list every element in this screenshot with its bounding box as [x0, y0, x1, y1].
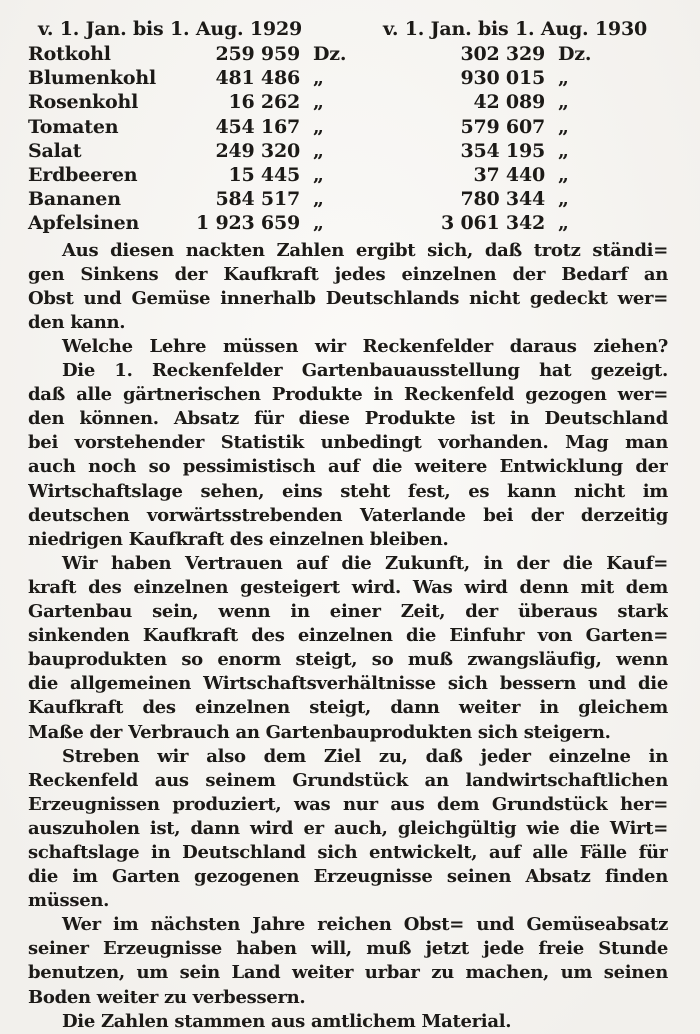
- paragraph: [28, 1010, 668, 1034]
- text-line: schaftslage in Deutschland sich entwickelt, auf alle Fälle für: [28, 841, 668, 863]
- text-line: die allgemeinen Wirtschaftsverhältnisse sich bessern und die: [28, 673, 668, 695]
- text-line: Welche Lehre müssen wir Reckenfelder daraus ziehen?: [62, 336, 668, 357]
- unit-1929: „: [313, 91, 324, 114]
- value-1929: 1 923 659: [196, 212, 300, 235]
- article-body: [28, 239, 668, 1034]
- unit-1929: „: [313, 188, 324, 211]
- text-line: Boden weiter zu verbessern.: [28, 986, 306, 1008]
- text-line: den können. Absatz für diese Produkte ist in Deutschland: [28, 408, 668, 430]
- table-row: [28, 90, 668, 114]
- text-line: sinkenden Kaufkraft des einzelnen die Einfuhr von Garten=: [28, 625, 668, 647]
- text-line: gen Sinkens der Kaufkraft jedes einzelnen der Bedarf an: [28, 263, 668, 285]
- row-label: Blumenkohl: [28, 67, 156, 90]
- text-line: die im Garten gezogenen Erzeugnisse seinen Absatz finden: [28, 866, 668, 888]
- table-row: [28, 139, 668, 163]
- text-line: müssen.: [28, 890, 110, 912]
- table-row: [28, 66, 668, 90]
- text-line: Wir haben Vertrauen auf die Zukunft, in der die Kauf=: [62, 552, 668, 574]
- value-1930: 780 344: [460, 188, 545, 211]
- value-1929: 454 167: [215, 115, 300, 138]
- text-line: Gartenbau sein, wenn in einer Zeit, der überaus stark: [28, 601, 668, 623]
- paragraph: [28, 359, 668, 552]
- table-row: [28, 42, 668, 66]
- text-line: Streben wir also dem Ziel zu, daß jeder einzelne in: [62, 745, 668, 767]
- row-label: Apfelsinen: [28, 212, 140, 235]
- text-line: bauprodukten so enorm steigt, so muß zwangsläufig, wenn: [28, 649, 668, 671]
- unit-1930: Dz.: [558, 43, 592, 65]
- unit-1930: „: [558, 115, 569, 138]
- value-1929: 259 959: [215, 43, 300, 65]
- value-1930: 42 089: [473, 91, 545, 114]
- text-line: Wer im nächsten Jahre reichen Obst= und Gemüseabsatz: [62, 914, 668, 936]
- year-1929: 1929: [249, 18, 302, 40]
- unit-1929: Dz.: [313, 43, 347, 65]
- text-line: bei vorstehender Statistik unbedingt vorhanden. Mag man: [28, 432, 668, 454]
- value-1930: 354 195: [460, 139, 545, 162]
- value-1929: 481 486: [215, 67, 300, 90]
- unit-1930: „: [558, 188, 569, 211]
- year-1930: 1930: [594, 18, 647, 40]
- paragraph: [28, 552, 668, 745]
- value-1930: 930 015: [460, 67, 545, 90]
- row-label: Salat: [28, 139, 82, 162]
- table-header-1930: [383, 16, 668, 42]
- value-1929: 249 320: [215, 139, 300, 162]
- text-line: Wirtschaftslage sehen, eins steht fest, es kann nicht im: [28, 480, 668, 502]
- value-1930: 3 061 342: [441, 212, 545, 235]
- text-line: Kaufkraft des einzelnen steigt, dann weiter in gleichem: [28, 697, 668, 719]
- value-1930: 37 440: [473, 164, 545, 187]
- text-line: benutzen, um sein Land weiter urbar zu machen, um seinen: [28, 962, 668, 984]
- table-header-row: [28, 16, 668, 42]
- unit-1929: „: [313, 67, 324, 90]
- text-line: Die Zahlen stammen aus amtlichem Material.: [62, 1010, 512, 1032]
- text-line: den kann.: [28, 311, 126, 333]
- text-line: Die 1. Reckenfelder Gartenbauausstellung hat gezeigt.: [62, 360, 668, 382]
- text-line: niedrigen Kaufkraft des einzelnen bleiben.: [28, 528, 449, 550]
- text-line: auszuholen ist, dann wird er auch, gleichgültig wie die Wirt=: [28, 817, 668, 839]
- row-label: Rotkohl: [28, 43, 111, 65]
- value-1929: 16 262: [228, 91, 300, 114]
- value-1929: 584 517: [215, 188, 300, 211]
- unit-1929: „: [313, 164, 324, 187]
- table-row: [28, 211, 668, 235]
- unit-1930: „: [558, 67, 569, 90]
- unit-1930: „: [558, 139, 569, 162]
- value-1930: 302 329: [460, 43, 545, 65]
- unit-1930: „: [558, 164, 569, 187]
- value-1929: 15 445: [228, 164, 300, 187]
- table-row: [28, 187, 668, 211]
- row-label: Tomaten: [28, 115, 119, 138]
- unit-1929: „: [313, 212, 324, 235]
- text-line: Maße der Verbrauch an Gartenbauprodukten sich steigern.: [28, 721, 611, 743]
- row-label: Rosenkohl: [28, 91, 139, 114]
- text-line: seiner Erzeugnisse haben will, muß jetzt jede freie Stunde: [28, 938, 668, 960]
- table-row: [28, 163, 668, 187]
- period-label-1930: v. 1. Jan. bis 1. Aug.: [383, 18, 589, 40]
- unit-1929: „: [313, 139, 324, 162]
- unit-1930: „: [558, 212, 569, 235]
- text-line: Erzeugnissen produziert, was nur aus dem Grundstück her=: [28, 793, 668, 815]
- text-line: auch noch so pessimistisch auf die weitere Entwicklung der: [28, 456, 668, 478]
- value-1930: 579 607: [460, 115, 545, 138]
- paragraph: [28, 239, 668, 335]
- row-label: Bananen: [28, 188, 121, 211]
- paragraph: [28, 913, 668, 1009]
- text-line: kraft des einzelnen gesteigert wird. Was wird denn mit dem: [28, 576, 668, 598]
- text-line: Aus diesen nackten Zahlen ergibt sich, daß trotz ständi=: [62, 239, 668, 261]
- paragraph: [28, 335, 668, 359]
- statistics-table: [28, 16, 668, 236]
- text-line: daß alle gärtnerischen Produkte in Reckenfeld gezogen wer=: [28, 384, 668, 406]
- unit-1929: „: [313, 115, 324, 138]
- text-line: Obst und Gemüse innerhalb Deutschlands nicht gedeckt wer=: [28, 287, 668, 309]
- table-row: [28, 115, 668, 139]
- period-label-1929: v. 1. Jan. bis 1. Aug.: [38, 18, 244, 40]
- paragraph: [28, 745, 668, 914]
- text-line: Reckenfeld aus seinem Grundstück an landwirtschaftlichen: [28, 769, 668, 791]
- text-line: deutschen vorwärtsstrebenden Vaterlande bei der derzeitig: [28, 504, 668, 526]
- table-header-1929: [28, 16, 383, 42]
- row-label: Erdbeeren: [28, 164, 138, 187]
- unit-1930: „: [558, 91, 569, 114]
